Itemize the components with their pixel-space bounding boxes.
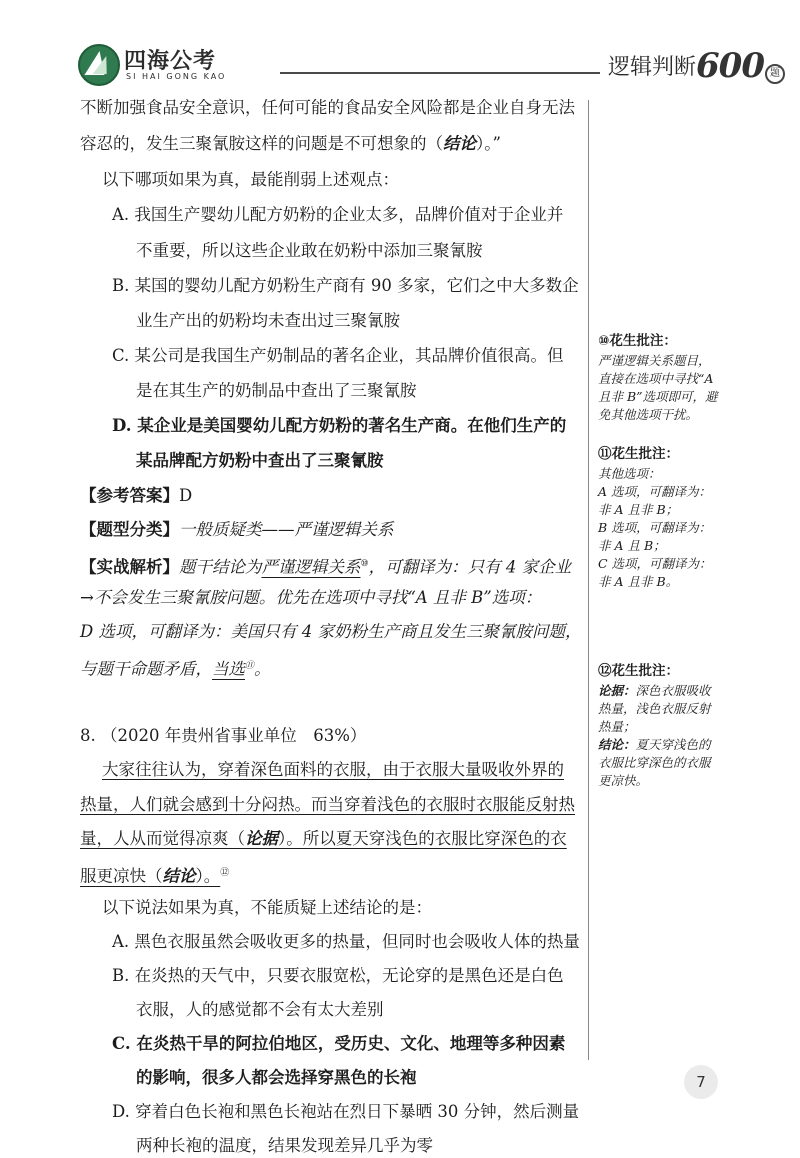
q8-stem-line: 服更凉快（结论）。⑫ (80, 866, 230, 886)
book-title-suffix: 题 (765, 64, 785, 84)
q7-stem-line: 不断加强食品安全意识，任何可能的食品安全风险都是企业自身无法 (80, 98, 575, 117)
annotation-note-12: ⑫花生批注： 论据：深色衣服吸收 热量，浅色衣服反射 热量； 结论：夏天穿浅色的 衣服比穿深色的衣服 更凉快。 (598, 663, 711, 788)
publisher-logo (78, 42, 268, 96)
column-divider (588, 100, 589, 1060)
q7-question: 以下哪项如果为真，最能削弱上述观点： (102, 170, 399, 189)
page-header (70, 36, 790, 96)
q7-analysis: 【实战解析】题干结论为严谨逻辑关系⑩，可翻译为：只有 4 家企业 (80, 557, 572, 577)
q8-stem-line: 量，人从而觉得凉爽（论据）。所以夏天穿浅色的衣服比穿深色的衣 (80, 829, 567, 848)
q8-question: 以下说法如果为真，不能质疑上述结论的是： (102, 898, 432, 917)
q7-type: 【题型分类】一般质疑类——严谨逻辑关系 (80, 520, 394, 539)
q7-option-c-cont: 是在其生产的奶制品中查出了三聚氰胺 (136, 381, 417, 400)
q8-option-b-cont: 衣服，人的感觉都不会有太大差别 (136, 1000, 384, 1019)
q7-answer: 【参考答案】D (80, 486, 193, 505)
annotation-note-11: ⑪花生批注： 其他选项： A 选项，可翻译为： 非 A 且非 B； B 选项，可翻译为： 非 A 且 B； C 选项，可翻译为： 非 A 且非 B。 (598, 446, 712, 589)
q8-stem-line: 大家往往认为，穿着深色面料的衣服，由于衣服大量吸收外界的 (102, 760, 564, 779)
q7-option-b: B. 某国的婴幼儿配方奶粉生产商有 90 多家，它们之中大多数企 (112, 276, 579, 295)
conclusion-tag: 结论 (162, 866, 196, 886)
sailboat-logo-icon (78, 44, 120, 86)
book-title (608, 46, 785, 86)
q8-option-b: B. 在炎热的天气中，只要衣服宽松，无论穿的是黑色还是白色 (112, 966, 564, 985)
premise-tag: 论据 (245, 829, 278, 848)
header-rule (280, 72, 600, 74)
q7-option-b-cont: 业生产出的奶粉均未查出过三聚氰胺 (136, 311, 400, 330)
q7-stem-line: 容忍的，发生三聚氰胺这样的问题是不可想象的（结论）。” (80, 134, 501, 153)
q7-option-c: C. 某公司是我国生产奶制品的著名企业，其品牌价值很高。但 (112, 346, 564, 365)
q8-option-d: D. 穿着白色长袍和黑色长袍站在烈日下暴晒 30 分钟，然后测量 (112, 1102, 580, 1121)
q7-analysis-line: →不会发生三聚氰胺问题。优先在选项中寻找“A 且非 B”选项： (80, 588, 542, 607)
q8-option-d-cont: 两种长袍的温度，结果发现差异几乎为零 (136, 1136, 433, 1155)
book-title-number: 600 (696, 46, 764, 86)
q8-option-c: C. 在炎热干旱的阿拉伯地区，受历史、文化、地理等多种因素 (112, 1034, 566, 1053)
page-number: 7 (684, 1065, 718, 1099)
q8-option-c-cont: 的影响，很多人都会选择穿黑色的长袍 (136, 1068, 417, 1087)
conclusion-tag: 结论 (443, 134, 476, 153)
q7-analysis-line: D 选项，可翻译为：美国只有 4 家奶粉生产商且发生三聚氰胺问题， (80, 622, 582, 641)
q8-stem-line: 热量，人们就会感到十分闷热。而当穿着浅色的衣服时衣服能反射热 (80, 795, 575, 814)
q8-option-a: A. 黑色衣服虽然会吸收更多的热量，但同时也会吸收人体的热量 (112, 932, 580, 951)
logo-subtitle: SI HAI GONG KAO (126, 72, 227, 81)
q7-option-d-cont: 某品牌配方奶粉中查出了三聚氰胺 (136, 451, 384, 470)
q7-analysis-line: 与题干命题矛盾，当选⑪。 (80, 659, 271, 679)
book-title-text: 逻辑判断 (608, 55, 697, 80)
q7-option-a-cont: 不重要，所以这些企业敢在奶粉中添加三聚氰胺 (136, 241, 483, 260)
q7-option-a: A. 我国生产婴幼儿配方奶粉的企业太多，品牌价值对于企业并 (112, 205, 564, 224)
q8-heading: 8. （2020 年贵州省事业单位 63%） (80, 726, 367, 745)
q7-option-d: D. 某企业是美国婴幼儿配方奶粉的著名生产商。在他们生产的 (112, 416, 567, 435)
annotation-note-10: ⑩花生批注： 严谨逻辑关系题目， 直接在选项中寻找“A 且非 B”选项即可，避 免其他选项干扰。 (598, 333, 718, 422)
logo-name: 四海公考 (124, 49, 217, 74)
